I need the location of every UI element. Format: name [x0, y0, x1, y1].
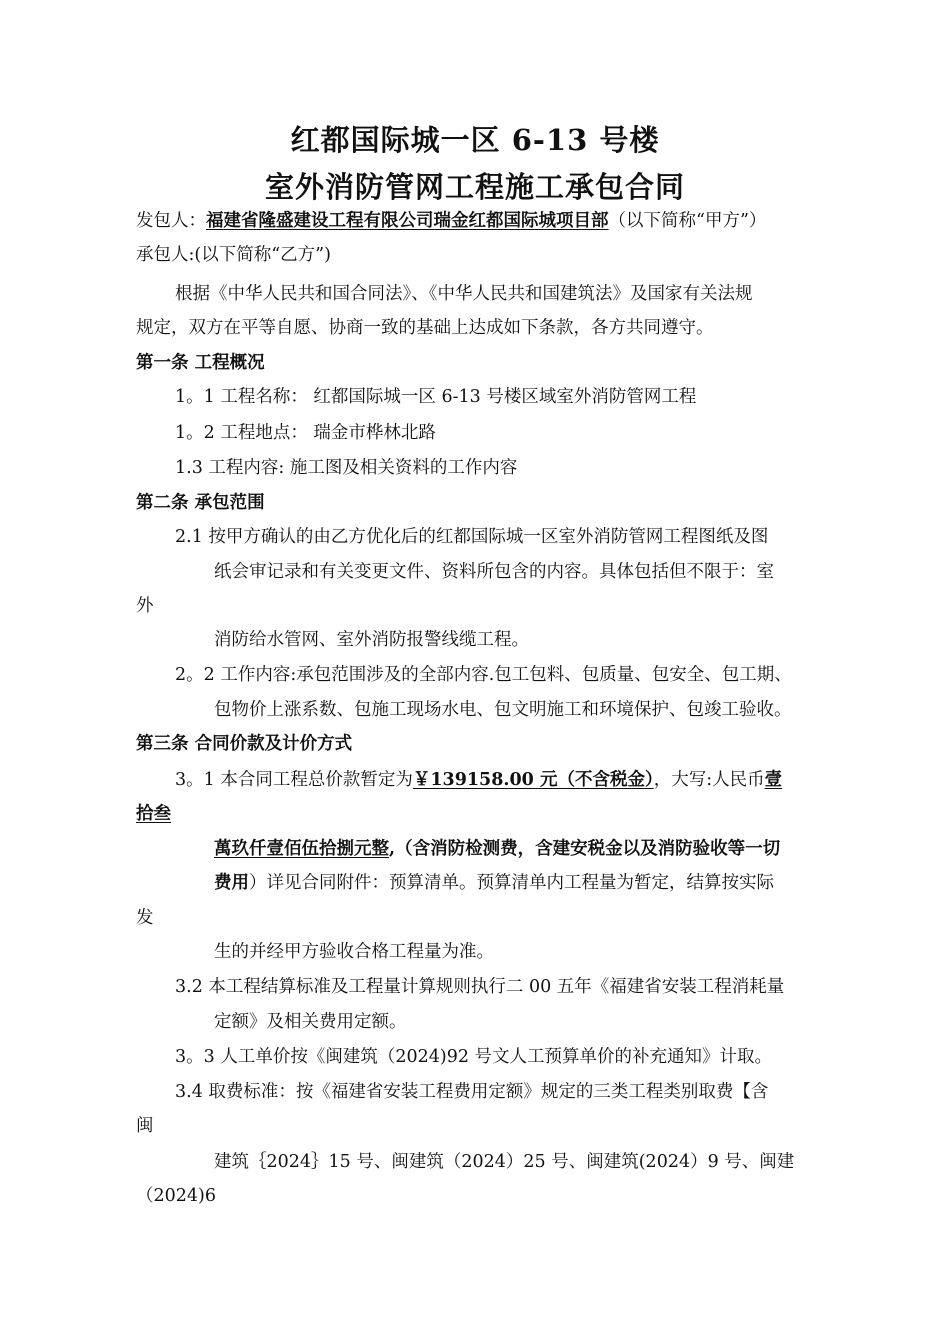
- article-3-line-7: 3.2 本工程结算标准及工程量计算规则执行二 00 五年《福建省安装工程消耗量: [175, 977, 785, 997]
- price-inclusions: ,（含消防检测费，含建安税金以及消防验收等一切: [389, 839, 781, 859]
- article-3-line-9: 3。3 人工单价按《闽建筑（2024)92 号文人工预算单价的补充通知》计取。: [175, 1047, 773, 1067]
- price-caps-a: 壹: [764, 770, 783, 790]
- article-2-line-6: 包物价上涨系数、包施工现场水电、包文明施工和环境保护、包竣工验收。: [214, 700, 792, 720]
- preamble-line-2: 规定，双方在平等自愿、协商一致的基础上达成如下条款，各方共同遵守。: [136, 318, 714, 338]
- article-1-item-1: 1。1 工程名称： 红都国际城一区 6-13 号楼区域室外消防管网工程: [175, 387, 697, 407]
- article-1-heading: 第一条 工程概况: [136, 353, 265, 373]
- article-3-line-6: 生的并经甲方验收合格工程量为准。: [214, 942, 494, 962]
- article-3-line-8: 定额》及相关费用定额。: [214, 1012, 407, 1032]
- article-3-line-11: 闽: [136, 1116, 154, 1136]
- article-2-heading: 第二条 承包范围: [136, 493, 265, 513]
- article-3-line-5: 发: [136, 908, 154, 928]
- article-2-line-1: 2.1 按甲方确认的由乙方优化后的红都国际城一区室外消防管网工程图纸及图: [175, 527, 769, 547]
- employer-label: 发包人：: [136, 211, 206, 231]
- article-2-line-4: 消防给水管网、室外消防报警线缆工程。: [214, 630, 529, 650]
- price-prefix: 3。1 本合同工程总价款暂定为: [175, 770, 413, 790]
- article-2-line-5: 2。2 工作内容:承包范围涉及的全部内容.包工包料、包质量、包安全、包工期、: [175, 665, 792, 685]
- price-mid: ，大写:人民币: [653, 770, 765, 790]
- article-1-item-3: 1.3 工程内容: 施工图及相关资料的工作内容: [175, 458, 518, 478]
- article-1-item-2: 1。2 工程地点： 瑞金市桦林北路: [175, 423, 436, 443]
- article-3-line-10: 3.4 取费标准：按《福建省安装工程费用定额》规定的三类工程类别取费【含: [175, 1082, 769, 1102]
- title-line-1: 红都国际城一区 6-13 号楼: [290, 123, 660, 157]
- contractor-line: 承包人:(以下简称“乙方”): [136, 245, 331, 265]
- article-2-line-2: 纸会审记录和有关变更文件、资料所包含的内容。具体包括但不限于：室: [214, 562, 774, 582]
- article-2-line-3: 外: [136, 596, 154, 616]
- price-inclusions-end: 费用: [214, 873, 249, 893]
- price-details: ）详见合同附件：预算清单。预算清单内工程量为暂定，结算按实际: [249, 873, 774, 893]
- article-3-line-4: [214, 871, 774, 895]
- title-line-2: 室外消防管网工程施工承包合同: [264, 170, 685, 204]
- article-3-heading: 第三条 合同价款及计价方式: [136, 734, 353, 754]
- price-caps-b: 拾叁: [136, 804, 171, 824]
- price-amount: ￥139158.00 元（不含税金）: [412, 770, 654, 790]
- article-3-line-12: 建筑｛2024｝15 号、闽建筑（2024）25 号、闽建筑(2024）9 号、闽建: [214, 1152, 795, 1172]
- article-3-line-1: [175, 768, 782, 792]
- employer-name: 福建省隆盛建设工程有限公司瑞金红都国际城项目部: [206, 211, 609, 231]
- price-caps-c: 萬玖仟壹佰伍拾捌元整: [214, 839, 389, 859]
- article-3-line-3: [214, 837, 780, 861]
- employer-line: [136, 209, 766, 233]
- preamble-line-1: 根据《中华人民共和国合同法》、《中华人民共和国建筑法》及国家有关法规: [175, 284, 753, 304]
- article-3-line-13: （2024)6: [136, 1186, 216, 1206]
- employer-suffix: （以下简称“甲方”）: [608, 211, 767, 231]
